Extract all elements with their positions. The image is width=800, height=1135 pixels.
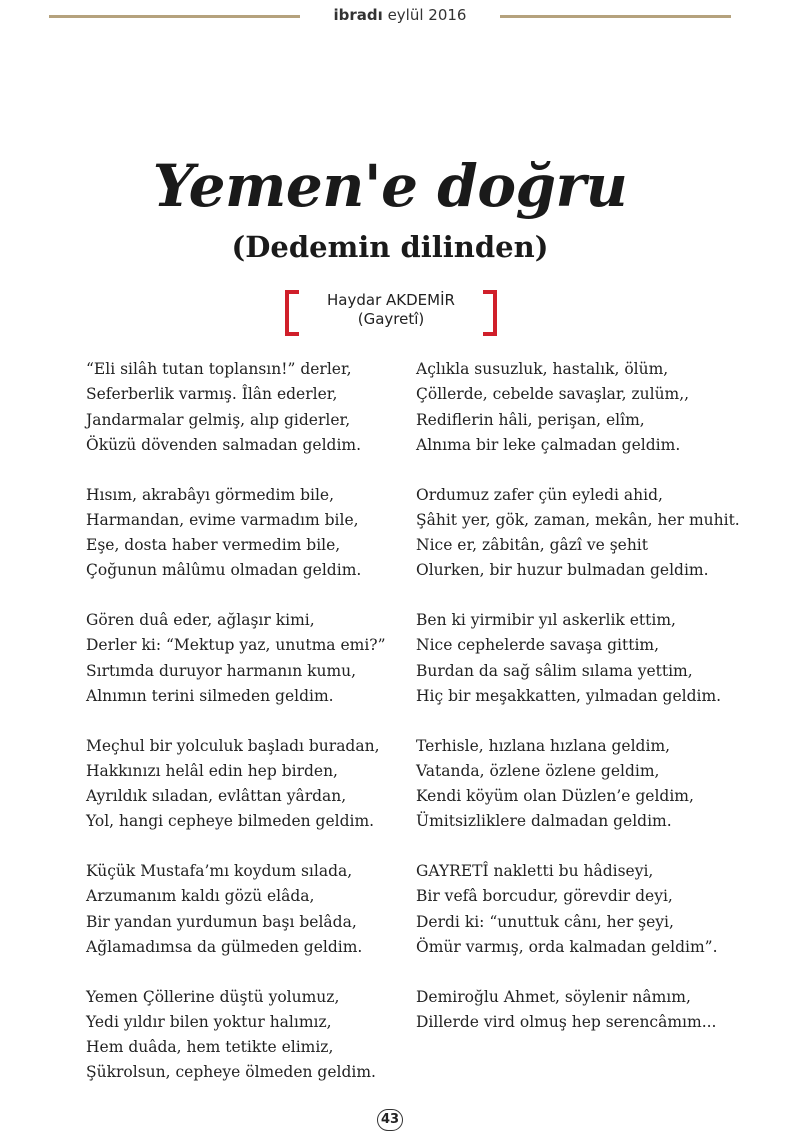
stanza [416, 734, 746, 860]
poem-column-right [416, 357, 746, 1110]
author-block [285, 290, 497, 330]
verse-line: Derler ki: “Mektup yaz, unutma emi?” [86, 636, 386, 655]
verse-line: Şâhit yer, gök, zaman, mekân, her muhit. [416, 510, 740, 529]
verse-line: Vatanda, özlene özlene geldim, [416, 761, 660, 780]
stanza [86, 985, 396, 1111]
stanza [416, 357, 746, 483]
verse-line: GAYRETÎ nakletti bu hâdiseyi, [416, 862, 654, 880]
verse-line: Hakkınızı helâl edin hep birden, [86, 761, 338, 780]
poem-title: Yemen'e doğru [152, 152, 628, 220]
verse-line: Eşe, dosta haber vermedim bile, [86, 536, 341, 555]
verse-line: Jandarmalar gelmiş, alıp giderler, [86, 410, 351, 429]
stanza [86, 608, 396, 734]
verse-line: Demiroğlu Ahmet, söylenir nâmım, [416, 987, 691, 1006]
poem-subtitle: (Dedemin dilinden) [231, 230, 549, 264]
verse-line: Kendi köyüm olan Düzlen’e geldim, [416, 787, 694, 806]
verse-line: Arzumanım kaldı gözü elâda, [86, 887, 315, 906]
verse-line: Çoğunun mâlûmu olmadan geldim. [86, 561, 362, 580]
verse-line: Ben ki yirmibir yıl askerlik ettim, [416, 611, 676, 629]
verse-line: Alnıma bir leke çalmadan geldim. [416, 435, 681, 454]
verse-line: Çöllerde, cebelde savaşlar, zulüm,, [416, 385, 690, 404]
verse-line: Hiç bir meşakkatten, yılmadan geldim. [416, 686, 722, 705]
verse-line: Rediflerin hâli, perişan, elîm, [416, 410, 645, 429]
verse-line: Açlıkla susuzluk, hastalık, ölüm, [416, 360, 669, 378]
verse-line: Nice cephelerde savaşa gittim, [416, 636, 660, 655]
issue-date: eylül 2016 [387, 6, 467, 24]
verse-line: Nice er, zâbitân, gâzî ve şehit [416, 536, 648, 555]
verse-line: Seferberlik varmış. Îlân ederler, [86, 385, 338, 404]
verse-line: Yol, hangi cepheye bilmeden geldim. [86, 812, 375, 831]
verse-line: Ayrıldık sıladan, evlâttan yârdan, [86, 787, 347, 806]
verse-line: Öküzü dövenden salmadan geldim. [86, 435, 362, 454]
stanza [416, 985, 746, 1111]
verse-line: Derdi ki: “unuttuk cânı, her şeyi, [416, 912, 674, 931]
verse-line: Burdan da sağ sâlim sılama yettim, [416, 661, 693, 680]
running-header [300, 5, 500, 25]
stanza [416, 483, 746, 609]
verse-line: Yedi yıldır bilen yoktur halımız, [86, 1012, 332, 1031]
verse-line: Meçhul bir yolculuk başladı buradan, [86, 736, 380, 755]
verse-line: Terhisle, hızlana hızlana geldim, [416, 736, 671, 755]
poem-column-left [86, 357, 396, 1110]
verse-line: Küçük Mustafa’mı koydum sılada, [86, 862, 353, 880]
verse-line: Ordumuz zafer çün eyledi ahid, [416, 485, 663, 504]
verse-line: Şükrolsun, cepheye ölmeden geldim. [86, 1063, 376, 1082]
verse-line: Bir vefâ borcudur, görevdir deyi, [416, 887, 673, 906]
verse-line: Alnımın terini silmeden geldim. [86, 686, 334, 705]
author-pen-name: (Gayretî) [357, 310, 425, 328]
verse-line: Dillerde vird olmuş hep serencâmım... [416, 1012, 717, 1031]
verse-line: Hısım, akrabâyı görmedim bile, [86, 485, 334, 504]
verse-line: Bir yandan yurdumun başı belâda, [86, 912, 357, 931]
stanza [416, 608, 746, 734]
verse-line: Olurken, bir huzur bulmadan geldim. [416, 561, 709, 580]
stanza [86, 483, 396, 609]
verse-line: Harmandan, evime varmadım bile, [86, 510, 359, 529]
author-name: Haydar AKDEMİR [327, 291, 455, 309]
verse-line: Ağlamadımsa da gülmeden geldim. [86, 937, 363, 956]
magazine-name: ibradı [333, 6, 383, 24]
stanza [86, 734, 396, 860]
verse-line: Hem duâda, hem tetikte elimiz, [86, 1038, 334, 1057]
verse-line: Ümitsizliklere dalmadan geldim. [416, 812, 672, 831]
verse-line: Yemen Çöllerine düştü yolumuz, [86, 987, 340, 1006]
verse-line: Gören duâ eder, ağlaşır kimi, [86, 611, 315, 629]
verse-line: Ömür varmış, orda kalmadan geldim”. [416, 937, 718, 956]
verse-line: Sırtımda duruyor harmanın kumu, [86, 661, 357, 680]
stanza [86, 859, 396, 985]
page-number: 43 [377, 1109, 403, 1131]
stanza [86, 357, 396, 483]
stanza [416, 859, 746, 985]
verse-line: “Eli silâh tutan toplansın!” derler, [86, 360, 352, 378]
